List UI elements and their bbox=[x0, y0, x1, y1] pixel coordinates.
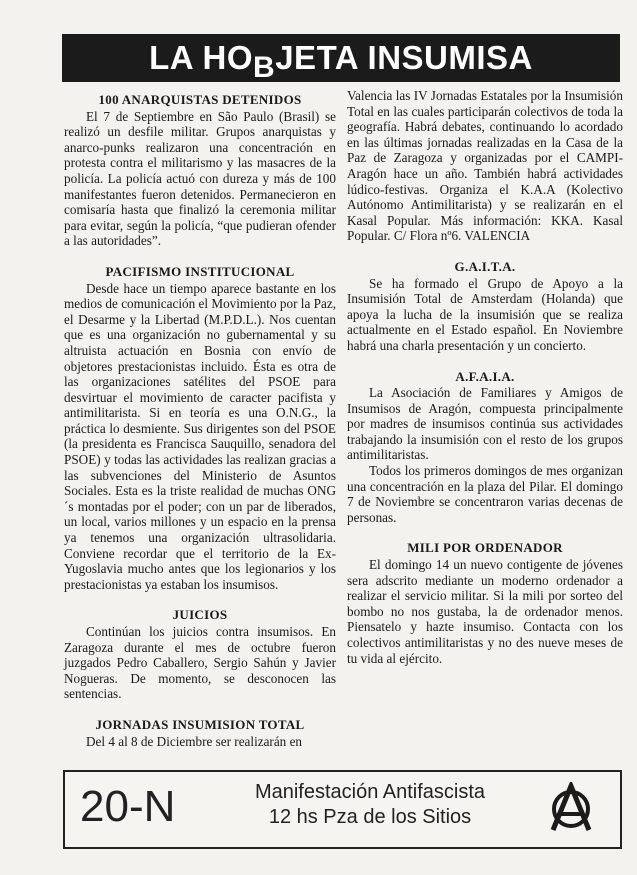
article-pacifismo bbox=[64, 264, 336, 592]
event-details bbox=[240, 780, 500, 830]
article-heading: 100 ANARQUISTAS DETENIDOS bbox=[98, 92, 302, 107]
masthead-title bbox=[62, 34, 620, 82]
article-anarquistas bbox=[64, 92, 336, 249]
article-body: Del 4 al 8 de Diciembre ser realizarán en bbox=[86, 733, 303, 749]
article-body-continued: Valencia las IV Jornadas Estatales por la Insumisión Total en las cuales participarán colectivos de toda la geografía. Habrá debates, continuando lo acordado en las últimas jornadas realizadas en la Casa de la Paz de Zaragoza y organizadas por el CAMPI-Aragón hace un año. También habrá actividades lúdico-festivas. Organiza el K.A.A (Kolectivo Autónomo Antimilitarista) y se realizarán en el Kasal Popular. Más información: KKA. Kasal Popular. C/ Flora nº6. VALENCIA bbox=[347, 88, 623, 244]
event-date: 20-N bbox=[80, 782, 176, 831]
article-jornadas bbox=[64, 717, 336, 749]
title-part-1: LA HO bbox=[149, 39, 254, 76]
article-heading: JORNADAS INSUMISION TOTAL bbox=[95, 716, 305, 732]
article-juicios bbox=[64, 607, 336, 702]
article-body: El domingo 14 un nuevo contigente de jóvenes sera adscrito mediante un moderno ordenador a realizar el servicio militar. Si la mili por sorteo del bombo no nos gustaba, la de ordenador menos. Piensatelo y hazte insumiso. Contacta con los colectivos antimilitaristas y no des nueve meses de tu vida al ejército. bbox=[347, 557, 623, 666]
title-part-3: JETA INSUMISA bbox=[275, 39, 533, 76]
event-location: 12 hs Pza de los Sitios bbox=[268, 806, 472, 828]
anarchy-symbol-icon bbox=[545, 782, 597, 834]
article-heading: JUICIOS bbox=[172, 607, 228, 623]
article-mili bbox=[347, 540, 623, 666]
article-afaia bbox=[347, 369, 623, 526]
article-heading: A.F.A.I.A. bbox=[455, 368, 515, 384]
left-column bbox=[64, 92, 336, 749]
article-heading: MILI POR ORDENADOR bbox=[407, 540, 563, 556]
article-gaita bbox=[347, 259, 623, 354]
article-body: La Asociación de Familiares y Amigos de Insumisos de Aragón, compuesta principalmente por madres de insumisos continúa sus actividades trabajando la insumisión con el resto de los grupos antimilitaristas. bbox=[347, 385, 623, 463]
article-body: Se ha formado el Grupo de Apoyo a la Insumisión Total de Amsterdam (Holanda) que apoya la lucha de la insumisión que se realiza actualmente en el Estado español. En Noviembre habrá una charla presentación y un concierto. bbox=[347, 275, 623, 353]
article-body: Desde hace un tiempo aparece bastante en los medios de comunicación el Movimiento por la Paz, el Desarme y la Libertad (M.P.D.L.). Nos cuentan que es una organización no gubernamental y su altruista actuación en Bosnia con envío de objetores prestacionistas incluido. Ésta es otra de las organizaciones satélites del PSOE para desvirtuar el movimiento de caracter pacifista y antimilitarista. Si en teoría es una O.N.G., la práctica lo desmiente. Sus dirigentes son del PSOE (la presidenta es Francisca Sauquillo, senadora del PSOE) y todas las actividades las realizan gracias a las subvenciones del Ministerio de Asuntos Sociales. Esta es la triste realidad de muchas ONG´s montadas por el poder; con un par de liberados, un local, varios millones y un espacio en la prensa ya tenemos una organización ultrasolidaria. Conviene recordar que el territorio de la Ex-Yugoslavia mucho antes que los legionarios y los prestacionistas ya estaban los insumisos. bbox=[64, 280, 336, 592]
right-column bbox=[347, 88, 623, 666]
article-heading: PACIFISMO INSTITUCIONAL bbox=[105, 263, 295, 279]
article-heading: G.A.I.T.A. bbox=[454, 258, 516, 274]
article-body: El 7 de Septiembre en São Paulo (Brasil) se realizó un desfile militar. Grupos anarquistas y anarco-punks realizaron una concentración en protesta contra el militarismo y las masacres de la policía. La policía actuó con dureza y más de 100 manifestantes fueron detenidos. Permanecieron en comisaría hasta que finalizó la ceremonia militar para evitar, según la policía, “que pudieran ofender a las autoridades”. bbox=[64, 108, 336, 249]
article-body: Continúan los juicios contra insumisos. En Zaragoza durante el mes de octubre fueron juzgados Pedro Caballero, Sergio Sahún y Javier Nogueras. De momento, se desconocen las sentencias. bbox=[64, 624, 336, 702]
event-announcement-box bbox=[63, 770, 622, 849]
article-body: Todos los primeros domingos de mes organizan una concentración en la plaza del Pilar. El domingo 7 de Noviembre se concentraron varias decenas de personas. bbox=[347, 463, 623, 525]
event-title: Manifestación Antifascista bbox=[254, 781, 486, 803]
title-part-2: B bbox=[253, 51, 276, 84]
